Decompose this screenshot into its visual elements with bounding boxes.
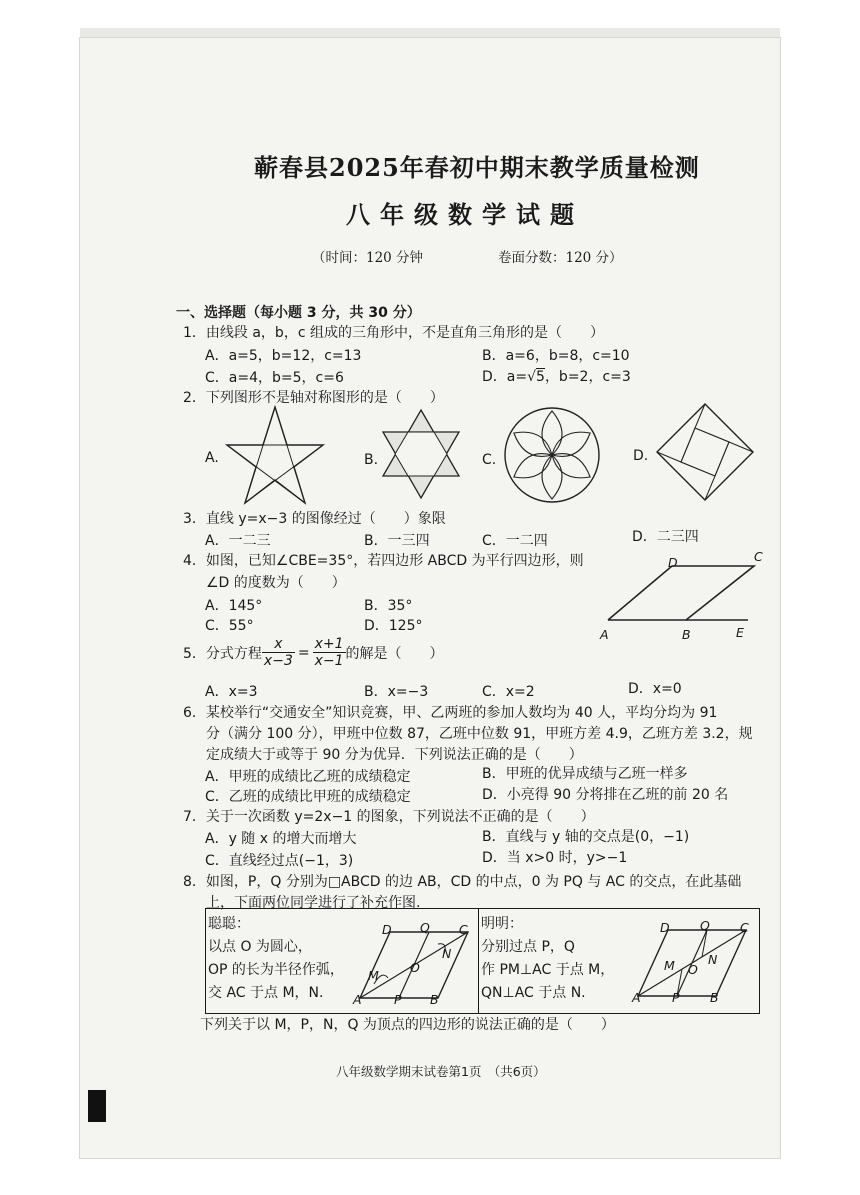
q1-option-a: A．a=5，b=12，c=13	[205, 348, 362, 364]
q8-stem-line2: 上，下面两位同学进行了补充作图.	[206, 895, 421, 911]
q8-left-line3: OP 的长为半径作弧，	[208, 962, 344, 978]
q6-option-c: C．乙班的成绩比甲班的成绩稳定	[205, 789, 411, 805]
q8-right-line1: 明明：	[481, 916, 523, 932]
q4-option-c: C．55°	[205, 618, 254, 634]
fig8r-label-o: O	[688, 962, 698, 977]
page-footer: 八年级数学期末试卷第1页 （共6页）	[336, 1064, 546, 1079]
q5-option-c: C．x=2	[482, 684, 535, 700]
fig8l-label-n: N	[442, 946, 452, 961]
exam-score: 卷面分数：120 分）	[498, 250, 623, 266]
q2-option-d: D.	[633, 448, 649, 464]
q5-prefix: 5．分式方程	[183, 645, 262, 662]
q4-option-a: A．145°	[205, 598, 263, 614]
q3-option-b: B．一三四	[364, 533, 430, 549]
q6-stem-line1: 6．某校举行“交通安全”知识竞赛，甲、乙两班的参加人数均为 40 人，平均分均为 91	[183, 705, 718, 721]
q8-right-line4: QN⊥AC 于点 N.	[481, 985, 586, 1001]
fig8l-label-q: Q	[420, 920, 430, 935]
fig8r-label-m: M	[664, 958, 675, 973]
pentagram-figure	[225, 405, 325, 505]
q1-option-c: C．a=4，b=5，c=6	[205, 370, 344, 386]
q2-option-a: A.	[205, 450, 219, 466]
q1-option-b: B．a=6，b=8，c=10	[482, 348, 630, 364]
section-heading: 一、选择题（每小题 3 分，共 30 分）	[176, 305, 421, 321]
fig8r-label-a: A	[632, 990, 641, 1005]
fig8l-label-d: D	[382, 922, 392, 937]
q6-option-b: B．甲班的优异成绩与乙班一样多	[482, 766, 688, 782]
q8-left-line2: 以点 O 为圆心，	[208, 939, 312, 955]
q2-option-c: C.	[482, 452, 497, 468]
q5-fraction-right	[313, 636, 346, 669]
exam-title: 蕲春县2025年春初中期末教学质量检测	[254, 153, 700, 182]
q7-option-d: D．当 x>0 时，y>−1	[482, 850, 628, 866]
q3-stem: 3．直线 y=x−3 的图像经过（ ）象限	[183, 511, 446, 527]
hexagram-figure	[380, 408, 462, 500]
q1-option-d	[482, 366, 631, 386]
fig8r-label-n: N	[708, 952, 718, 967]
fig4-label-b: B	[682, 627, 691, 642]
flower-circle-figure	[502, 405, 602, 505]
q3-option-a: A．一二三	[205, 533, 271, 549]
q8-box-divider	[478, 909, 479, 1013]
q8-right-text	[481, 913, 631, 1005]
q5-option-d: D．x=0	[628, 681, 682, 697]
q6-option-a: A．甲班的成绩比乙班的成绩稳定	[205, 769, 411, 785]
q3-option-d: D．二三四	[632, 529, 699, 545]
q7-option-c: C．直线经过点(−1，3)	[205, 853, 354, 869]
q5-equals: =	[297, 644, 310, 661]
fig8r-label-c: C	[740, 920, 749, 935]
fig8r-label-d: D	[660, 920, 670, 935]
fig8l-label-a: A	[353, 992, 362, 1007]
fig8l-label-b: B	[430, 992, 439, 1007]
q4-option-b: B．35°	[364, 598, 413, 614]
q2-stem: 2．下列图形不是轴对称图形的是（ ）	[183, 390, 444, 406]
q4-stem-line2: ∠D 的度数为（ ）	[206, 575, 346, 591]
q2-option-b: B.	[364, 452, 379, 468]
q5-numerator-left: x	[262, 636, 295, 653]
q5-fraction-left	[262, 636, 295, 669]
q7-stem: 7．关于一次函数 y=2x−1 的图象，下列说法不正确的是（ ）	[183, 809, 595, 825]
fig4-label-d: D	[668, 555, 678, 570]
q8-tail: 下列关于以 M，P，N，Q 为顶点的四边形的说法正确的是（ ）	[200, 1017, 615, 1033]
q8-left-line1: 聪聪：	[208, 916, 250, 932]
q6-stem-line2: 分（满分 100 分），甲班中位数 87，乙班中位数 91，甲班方差 4.9，乙班方差 3.2，规	[206, 726, 753, 742]
q8-right-line2: 分别过点 P，Q	[481, 939, 575, 955]
q5-suffix: 的解是（ ）	[345, 645, 444, 662]
fig8l-label-c: C	[459, 922, 468, 937]
q4-option-d: D．125°	[364, 618, 423, 634]
q1-option-d-post: ，b=2，c=3	[544, 369, 631, 385]
q8-left-line4: 交 AC 于点 M，N.	[208, 985, 324, 1001]
fig8r-label-q: Q	[700, 918, 710, 933]
q7-option-a: A．y 随 x 的增大而增大	[205, 831, 357, 847]
fig8l-label-p: P	[394, 992, 402, 1007]
q4-stem-line1: 4．如图，已知∠CBE=35°，若四边形 ABCD 为平行四边形，则	[183, 553, 584, 569]
q8-left-text	[208, 913, 358, 1005]
q8-right-line3: 作 PM⊥AC 于点 M，	[481, 962, 615, 978]
scan-registration-mark	[88, 1090, 106, 1122]
fig4-label-a: A	[600, 627, 609, 642]
fig4-label-e: E	[736, 625, 744, 640]
q8-stem-line1: 8．如图，P，Q 分别为□ABCD 的边 AB，CD 的中点，0 为 PQ 与 AC 的交点，在此基础	[183, 874, 742, 890]
sqrt-symbol: √	[527, 369, 537, 385]
fig8l-label-m: M	[368, 968, 379, 983]
fig8r-label-p: P	[672, 990, 680, 1005]
q7-option-b: B．直线与 y 轴的交点是(0，−1)	[482, 829, 690, 845]
q5-denominator-left: x−3	[263, 653, 293, 669]
fig4-label-c: C	[754, 549, 763, 564]
q3-option-c: C．一二四	[482, 533, 548, 549]
fig8l-label-o: O	[410, 960, 420, 975]
exam-subtitle: 八年级数学试题	[346, 200, 584, 229]
q1-option-d-sqrt: 5	[536, 369, 545, 385]
q1-option-d-pre: D．a=	[482, 369, 528, 385]
exam-time: （时间：120 分钟	[312, 250, 424, 266]
q6-option-d: D．小亮得 90 分将排在乙班的前 20 名	[482, 787, 729, 803]
rotated-squares-figure	[655, 402, 755, 502]
q6-stem-line3: 定成绩大于或等于 90 分为优异．下列说法正确的是（ ）	[206, 747, 583, 763]
fig8r-label-b: B	[710, 990, 719, 1005]
q5-stem	[183, 636, 444, 669]
q5-denominator-right: x−1	[314, 653, 344, 669]
q5-numerator-right: x+1	[314, 636, 344, 652]
q5-option-a: A．x=3	[205, 684, 258, 700]
q1-stem: 1．由线段 a，b，c 组成的三角形中，不是直角三角形的是（ ）	[183, 325, 604, 341]
q5-option-b: B．x=−3	[364, 684, 429, 700]
